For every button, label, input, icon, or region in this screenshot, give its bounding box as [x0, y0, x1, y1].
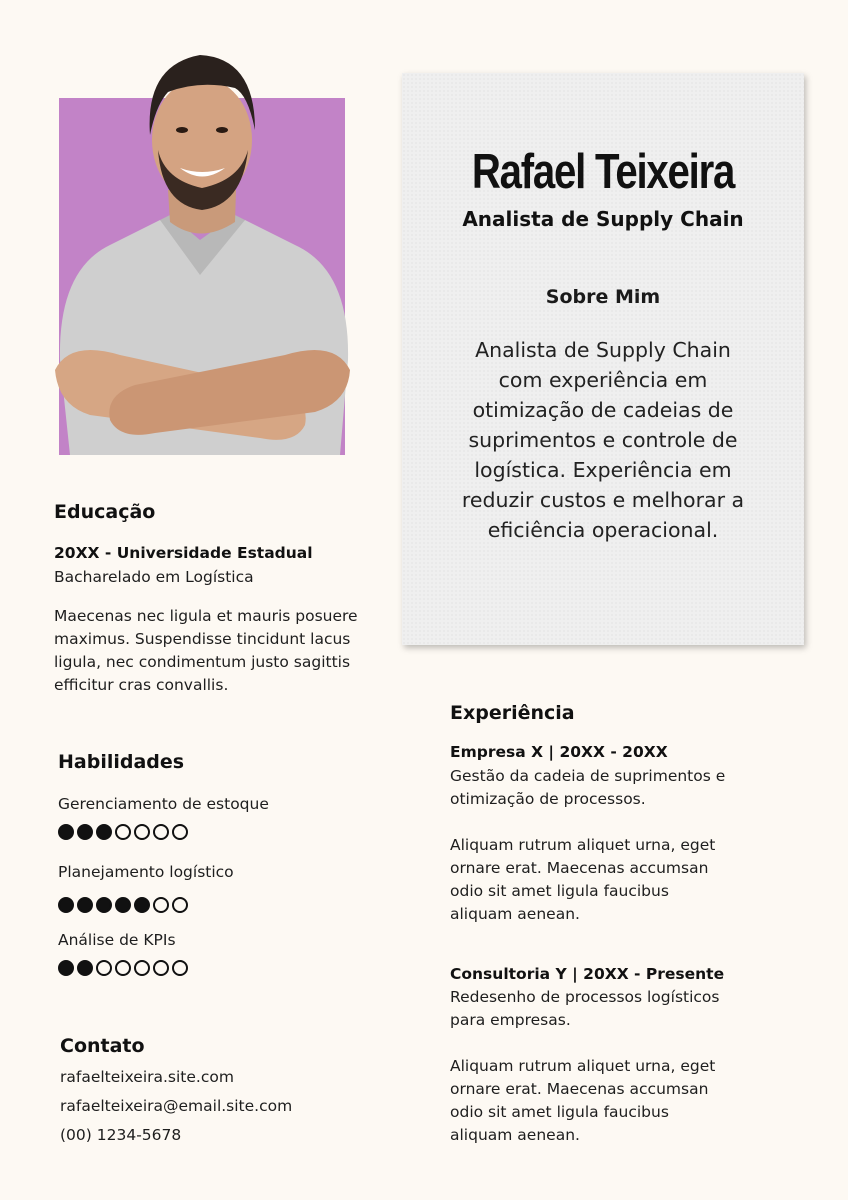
rating-dot-filled	[58, 960, 74, 976]
skill-rating	[58, 960, 188, 976]
education-title: Educação	[54, 501, 156, 523]
contact-phone: (00) 1234-5678	[60, 1126, 182, 1144]
contact-website[interactable]: rafaelteixeira.site.com	[60, 1068, 234, 1086]
rating-dot-empty	[172, 960, 188, 976]
skill-label: Planejamento logístico	[58, 863, 234, 881]
profile-photo	[50, 40, 355, 455]
rating-dot-empty	[134, 824, 150, 840]
about-title: Sobre Mim	[545, 286, 661, 308]
rating-dot-empty	[153, 897, 169, 913]
rating-dot-filled	[58, 897, 74, 913]
rating-dot-filled	[77, 897, 93, 913]
education-text: Maecenas nec ligula et mauris posuere maximus. Suspendisse tincidunt lacus ligula, nec condimentum justo sagittis efficitur cras convallis.	[54, 607, 358, 694]
candidate-name: Rafael Teixeira	[471, 145, 735, 199]
rating-dot-filled	[96, 897, 112, 913]
rating-dot-empty	[96, 960, 112, 976]
rating-dot-filled	[115, 897, 131, 913]
rating-dot-filled	[96, 824, 112, 840]
contact-email[interactable]: rafaelteixeira@email.site.com	[60, 1097, 293, 1115]
job-details: Aliquam rutrum aliquet urna, eget ornare erat. Maecenas accumsan odio sit amet ligula faucibus aliquam aenean.	[450, 1057, 716, 1144]
rating-dot-empty	[153, 824, 169, 840]
job-summary: Gestão da cadeia de suprimentos e otimização de processos.	[450, 767, 726, 808]
rating-dot-empty	[115, 960, 131, 976]
rating-dot-empty	[134, 960, 150, 976]
skill-rating	[58, 824, 188, 840]
skill-label: Gerenciamento de estoque	[58, 795, 269, 813]
job-summary: Redesenho de processos logísticos para empresas.	[450, 988, 720, 1029]
rating-dot-empty	[172, 897, 188, 913]
job-heading: Consultoria Y | 20XX - Presente	[450, 965, 725, 983]
job-details: Aliquam rutrum aliquet urna, eget ornare erat. Maecenas accumsan odio sit amet ligula faucibus aliquam aenean.	[450, 836, 716, 923]
education-degree-line: 20XX - Universidade Estadual	[54, 544, 313, 562]
rating-dot-empty	[172, 824, 188, 840]
skills-title: Habilidades	[58, 751, 185, 773]
experience-title: Experiência	[450, 702, 575, 724]
contact-title: Contato	[60, 1035, 145, 1057]
about-card	[402, 73, 804, 645]
rating-dot-empty	[153, 960, 169, 976]
job-heading: Empresa X | 20XX - 20XX	[450, 743, 668, 761]
skill-rating	[58, 897, 188, 913]
rating-dot-filled	[58, 824, 74, 840]
rating-dot-filled	[77, 960, 93, 976]
skill-label: Análise de KPIs	[58, 931, 176, 949]
about-text: Analista de Supply Chain com experiência em otimização de cadeias de suprimentos e controle de logística. Experiência em reduzir custos e melhorar a eficiência operacional.	[461, 338, 745, 542]
candidate-role: Analista de Supply Chain	[462, 207, 744, 231]
rating-dot-filled	[134, 897, 150, 913]
education-course: Bacharelado em Logística	[54, 568, 254, 586]
rating-dot-empty	[115, 824, 131, 840]
rating-dot-filled	[77, 824, 93, 840]
